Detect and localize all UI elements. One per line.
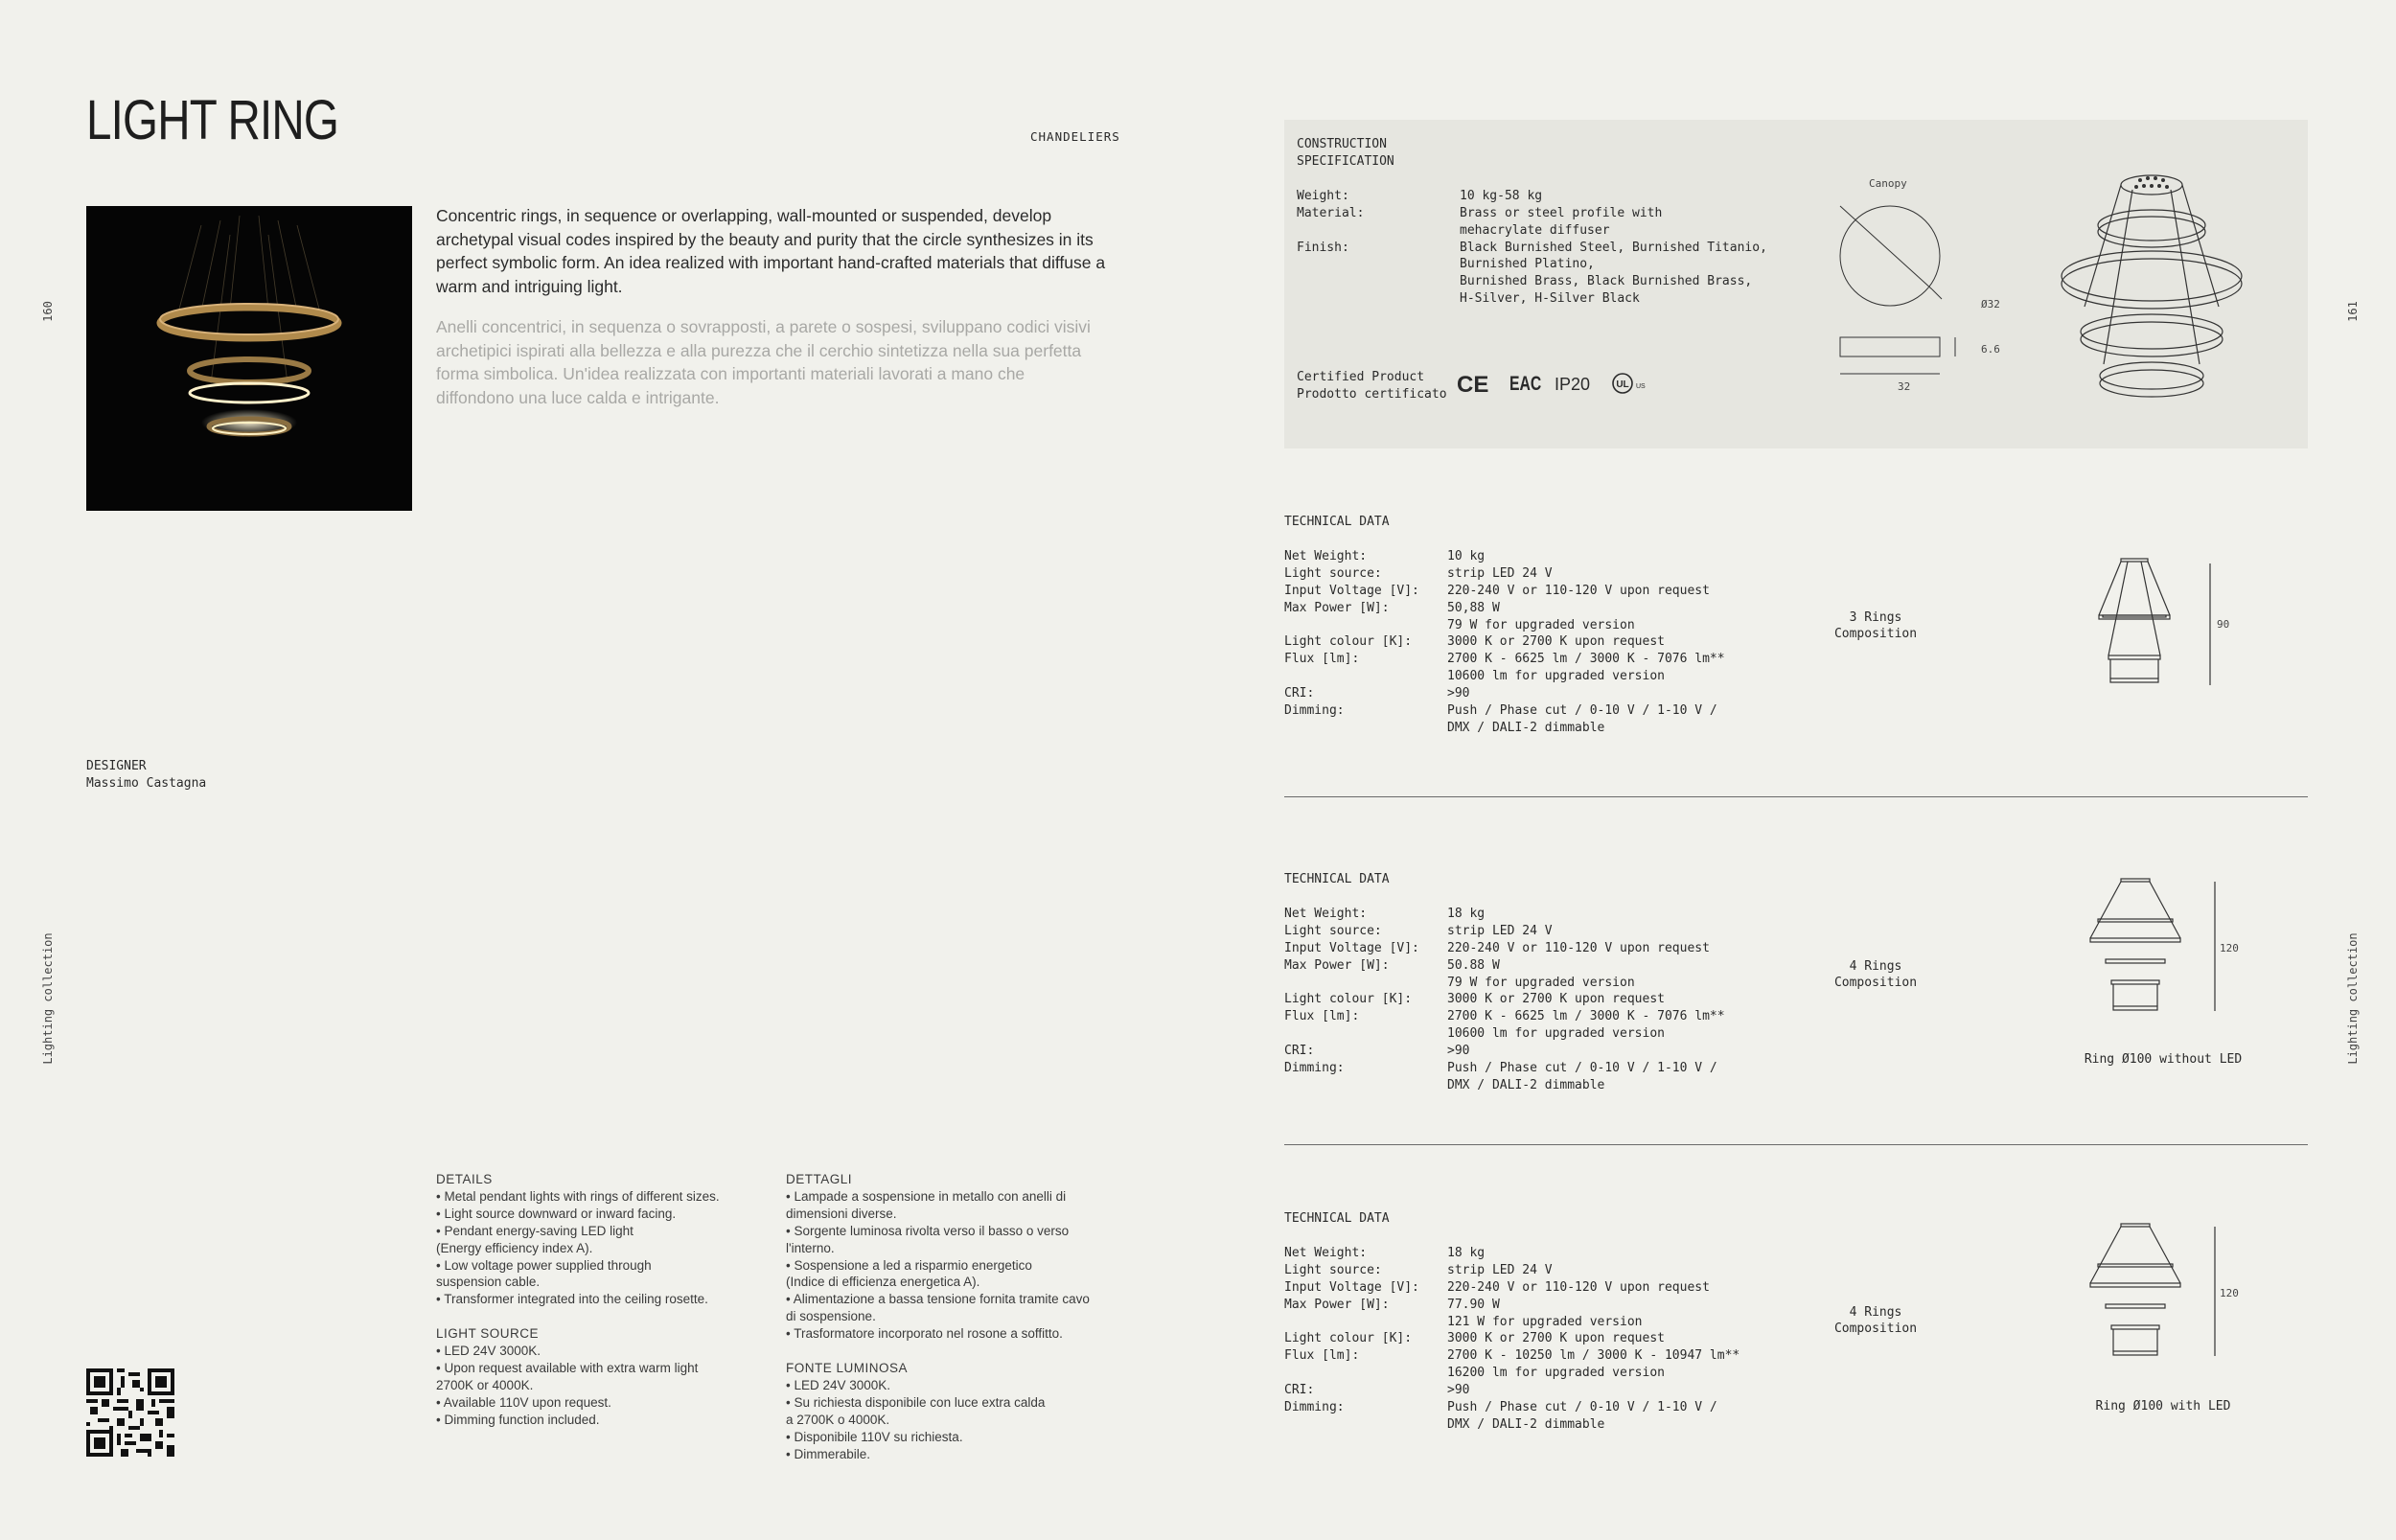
tech-value: 18 kg xyxy=(1447,906,1486,921)
intro-text xyxy=(436,204,1107,409)
light-source-line: • Upon request available with extra warm light xyxy=(436,1361,699,1376)
tech-key: Max Power [W]: xyxy=(1284,600,1390,615)
product-photo xyxy=(86,206,412,511)
tech-value: 18 kg xyxy=(1447,1245,1486,1260)
tech-key: Net Weight: xyxy=(1284,548,1368,563)
construction-title: CONSTRUCTION xyxy=(1297,137,1387,151)
canopy-width: 32 xyxy=(1898,380,1911,393)
tech-value: 3000 K or 2700 K upon request xyxy=(1447,634,1665,650)
tech-block-2 xyxy=(1284,871,1725,1094)
tech-value: strip LED 24 V xyxy=(1447,1262,1553,1277)
tech-value: 50.88 W xyxy=(1447,957,1500,973)
construction-title: SPECIFICATION xyxy=(1297,153,1394,169)
tech-block-1 xyxy=(1284,514,1725,737)
designer-block xyxy=(86,758,206,793)
details-line: • Light source downward or inward facing. xyxy=(436,1206,677,1221)
details-line: (Energy efficiency index A). xyxy=(436,1240,593,1255)
tech-value: >90 xyxy=(1447,1044,1470,1059)
page-number-right: 161 xyxy=(2346,301,2360,322)
tech-value: 77.90 W xyxy=(1447,1297,1500,1312)
fonte-luminosa-line: a 2700K o 4000K. xyxy=(786,1412,890,1427)
three-ring-drawing-icon xyxy=(2089,556,2223,690)
fonte-luminosa-line: • LED 24V 3000K. xyxy=(786,1377,891,1392)
svg-text:US: US xyxy=(1636,383,1646,390)
light-source-line: • LED 24V 3000K. xyxy=(436,1344,541,1359)
page-title: LIGHT RING xyxy=(86,89,339,151)
section-divider xyxy=(1284,1144,2308,1145)
tech-value: DMX / DALI-2 dimmable xyxy=(1447,1077,1605,1092)
tech-value: 220-240 V or 110-120 V upon request xyxy=(1447,1279,1710,1295)
canopy-diameter: Ø32 xyxy=(1981,298,2000,310)
tech-value: 2700 K - 6625 lm / 3000 K - 7076 lm** xyxy=(1447,1009,1725,1024)
details-line: suspension cable. xyxy=(436,1275,541,1290)
fonte-luminosa-title: FONTE LUMINOSA xyxy=(786,1361,909,1376)
spec-row-material: Material: Brass or steel profile with mehacrylate diffuser xyxy=(1297,205,1663,238)
dettagli-line: (Indice di efficienza energetica A). xyxy=(786,1275,980,1290)
canopy-drawing-icon xyxy=(1840,201,2013,441)
spec-row-finish: Finish: Black Burnished Steel, Burnished Titanio, Burnished Platino, Burnished Brass, Black Burnished Brass, H-Silver, H-Silver Black xyxy=(1297,240,1767,307)
tech-key: Net Weight: xyxy=(1284,906,1368,921)
tech-value: 2700 K - 6625 lm / 3000 K - 7076 lm** xyxy=(1447,652,1725,667)
dettagli-line: • Lampade a sospensione in metallo con anelli di xyxy=(786,1188,1067,1204)
qr-code[interactable] xyxy=(86,1368,174,1457)
tech-block-3 xyxy=(1284,1210,1739,1434)
dettagli-line: • Trasformatore incorporato nel rosone a soffitto. xyxy=(786,1326,1063,1342)
tech-key: Dimming: xyxy=(1284,703,1345,719)
dettagli-title: DETTAGLI xyxy=(786,1172,853,1186)
tech-key: Net Weight: xyxy=(1284,1245,1368,1260)
tech-key: Dimming: xyxy=(1284,1061,1345,1076)
tech-value: 2700 K - 10250 lm / 3000 K - 10947 lm** xyxy=(1447,1348,1740,1364)
tech-value: 50,88 W xyxy=(1447,600,1500,615)
light-source-line: • Available 110V upon request. xyxy=(436,1394,611,1410)
tech-key: Input Voltage [V]: xyxy=(1284,940,1419,955)
ring-caption-3: Ring Ø100 with LED xyxy=(2095,1399,2231,1414)
dettagli-line: di sospensione. xyxy=(786,1309,876,1324)
light-source-line: • Dimming function included. xyxy=(436,1412,600,1427)
canopy-height: 6.6 xyxy=(1981,343,2000,356)
canopy-label: Canopy xyxy=(1869,177,1907,190)
spec-row-weight: Weight: 10 kg-58 kg xyxy=(1297,188,1543,203)
ce-mark-icon: CE xyxy=(1457,372,1489,398)
fonte-luminosa-line: • Dimmerabile. xyxy=(786,1446,870,1461)
tech-value: strip LED 24 V xyxy=(1447,565,1553,581)
page-number-left: 160 xyxy=(41,301,55,322)
designer-name: Massimo Castagna xyxy=(86,776,207,791)
dettagli-line: • Alimentazione a bassa tensione fornita tramite cavo xyxy=(786,1292,1090,1307)
tech-key: Flux [lm]: xyxy=(1284,652,1360,667)
tech-value: Push / Phase cut / 0-10 V / 1-10 V / xyxy=(1447,1061,1717,1076)
tech-value: strip LED 24 V xyxy=(1447,923,1553,938)
dettagli-line: l'interno. xyxy=(786,1240,835,1255)
dettagli-line: • Sospensione a led a risparmio energetico xyxy=(786,1257,1032,1273)
tech-value: DMX / DALI-2 dimmable xyxy=(1447,720,1605,735)
qr-code-icon xyxy=(86,1368,174,1457)
certified-label: Certified Product Prodotto certificato xyxy=(1297,370,1447,402)
tech-key: CRI: xyxy=(1284,1383,1315,1398)
tech-value: 79 W for upgraded version xyxy=(1447,617,1635,632)
category-label: CHANDELIERS xyxy=(1030,129,1120,144)
details-title: DETAILS xyxy=(436,1172,493,1186)
tech-key: Light colour [K]: xyxy=(1284,1331,1413,1346)
details-en xyxy=(436,1171,752,1429)
tech-title: TECHNICAL DATA xyxy=(1284,515,1390,529)
dettagli-line: dimensioni diverse. xyxy=(786,1206,897,1221)
tech-key: Input Voltage [V]: xyxy=(1284,1279,1419,1295)
fonte-luminosa-line: • Disponibile 110V su richiesta. xyxy=(786,1429,963,1444)
height-dim-3: 120 xyxy=(2220,1287,2239,1299)
fonte-luminosa-line: • Su richiesta disponibile con luce extra calda xyxy=(786,1394,1046,1410)
tech-value: Push / Phase cut / 0-10 V / 1-10 V / xyxy=(1447,1400,1717,1415)
tech-key: Light colour [K]: xyxy=(1284,992,1413,1007)
four-ring-drawing-icon-2 xyxy=(2085,1222,2223,1361)
tech-key: Flux [lm]: xyxy=(1284,1009,1360,1024)
light-source-title: LIGHT SOURCE xyxy=(436,1326,540,1342)
composition-label-1: 3 Rings Composition xyxy=(1833,610,1918,641)
tech-value: Push / Phase cut / 0-10 V / 1-10 V / xyxy=(1447,703,1717,719)
construction-panel xyxy=(1284,120,2308,448)
tech-title: TECHNICAL DATA xyxy=(1284,872,1390,886)
construction-spec xyxy=(1297,136,1767,308)
tech-title: TECHNICAL DATA xyxy=(1284,1211,1390,1226)
tech-key: Light source: xyxy=(1284,923,1382,938)
tech-value: >90 xyxy=(1447,686,1470,701)
collection-label-left: Lighting collection xyxy=(41,932,55,1065)
tech-key: Dimming: xyxy=(1284,1400,1345,1415)
tech-value: 10600 lm for upgraded version xyxy=(1447,1026,1665,1042)
tech-key: CRI: xyxy=(1284,686,1315,701)
designer-label: DESIGNER xyxy=(86,759,147,773)
intro-english: Concentric rings, in sequence or overlapping, wall-mounted or suspended, develop archetypal visual codes inspired by the beauty and purity that the circle synthesizes in its perfect symbolic form. An idea realized with important hand-crafted materials that diffuse a warm and intriguing light. xyxy=(436,206,1106,296)
eac-mark-icon: EAC xyxy=(1509,373,1542,395)
ul-mark-icon xyxy=(1610,371,1646,396)
chandelier-photo-icon xyxy=(86,206,412,511)
tech-value: >90 xyxy=(1447,1383,1470,1398)
ring-caption-2: Ring Ø100 without LED xyxy=(2084,1052,2243,1067)
tech-value: 10600 lm for upgraded version xyxy=(1447,669,1665,684)
tech-key: Flux [lm]: xyxy=(1284,1348,1360,1364)
light-source-line: 2700K or 4000K. xyxy=(436,1377,534,1392)
section-divider xyxy=(1284,796,2308,797)
tech-key: Light source: xyxy=(1284,565,1382,581)
details-line: • Low voltage power supplied through xyxy=(436,1257,652,1273)
four-ring-drawing-icon-1 xyxy=(2085,877,2223,1016)
details-line: • Metal pendant lights with rings of different sizes. xyxy=(436,1188,720,1204)
tech-key: Max Power [W]: xyxy=(1284,957,1390,973)
tech-value: 10 kg xyxy=(1447,548,1486,563)
details-line: • Transformer integrated into the ceiling rosette. xyxy=(436,1292,708,1307)
height-dim-1: 90 xyxy=(2217,618,2230,631)
tech-value: DMX / DALI-2 dimmable xyxy=(1447,1416,1605,1432)
tech-value: 3000 K or 2700 K upon request xyxy=(1447,1331,1665,1346)
tech-value: 3000 K or 2700 K upon request xyxy=(1447,992,1665,1007)
svg-text:UL: UL xyxy=(1616,379,1629,390)
tech-value: 79 W for upgraded version xyxy=(1447,975,1635,990)
composition-label-2: 4 Rings Composition xyxy=(1833,959,1918,990)
ip20-label: IP20 xyxy=(1555,375,1591,394)
chandelier-sketch-icon xyxy=(2056,163,2247,431)
tech-value: 16200 lm for upgraded version xyxy=(1447,1366,1665,1381)
details-line: • Pendant energy-saving LED light xyxy=(436,1223,634,1238)
tech-key: Light source: xyxy=(1284,1262,1382,1277)
tech-value: 121 W for upgraded version xyxy=(1447,1314,1643,1329)
details-it xyxy=(786,1171,1131,1463)
tech-value: 220-240 V or 110-120 V upon request xyxy=(1447,940,1710,955)
height-dim-2: 120 xyxy=(2220,942,2239,954)
tech-value: 220-240 V or 110-120 V upon request xyxy=(1447,583,1710,598)
dettagli-line: • Sorgente luminosa rivolta verso il basso o verso xyxy=(786,1223,1070,1238)
tech-key: Input Voltage [V]: xyxy=(1284,583,1419,598)
tech-key: Light colour [K]: xyxy=(1284,634,1413,650)
collection-label-right: Lighting collection xyxy=(2346,932,2360,1065)
composition-label-3: 4 Rings Composition xyxy=(1833,1305,1918,1336)
tech-key: CRI: xyxy=(1284,1044,1315,1059)
intro-italian: Anelli concentrici, in sequenza o sovrapposti, a parete o sospesi, sviluppano codici visivi archetipici ispirati alla bellezza e alla purezza che il cerchio sintetizza nella sua perfetta forma simbolica. Un'idea realizzata con importanti materiali lavorati a mano che diffondono una luce calda e intrigante. xyxy=(436,317,1091,407)
tech-key: Max Power [W]: xyxy=(1284,1297,1390,1312)
